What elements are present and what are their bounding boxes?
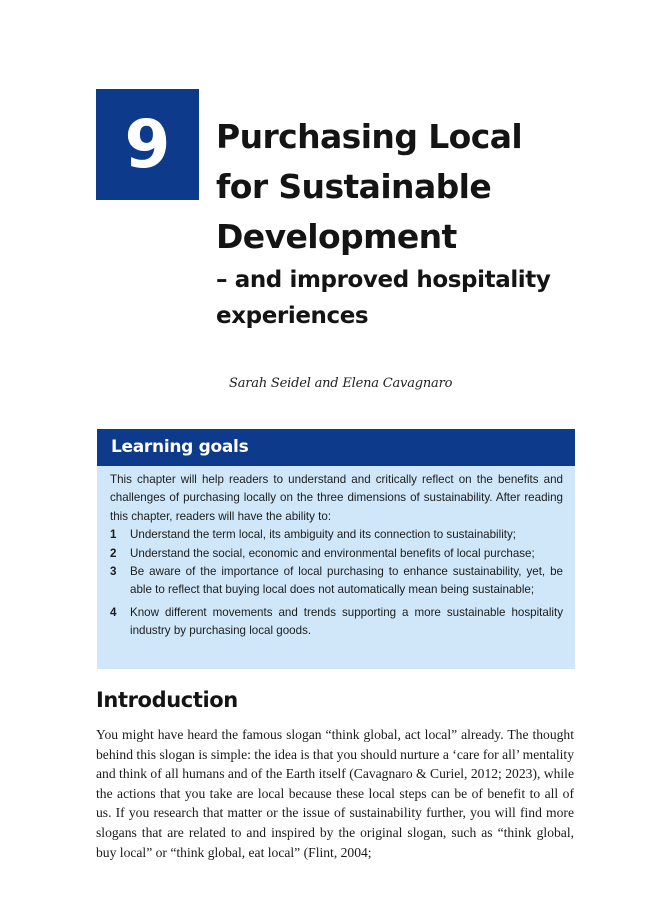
- learning-goal-text: Be aware of the importance of local purchasing to enhance sustainability, yet, be able to reflect that buying local does not automatically mean being sustainable;: [130, 565, 563, 597]
- learning-goal-item: [110, 563, 563, 600]
- chapter-title-line-3: Development: [216, 217, 457, 256]
- chapter-number: 9: [124, 105, 171, 183]
- learning-goal-number: 2: [110, 546, 117, 560]
- introduction-paragraph: You might have heard the famous slogan “think global, act local” already. The thought behind this slogan is simple: the idea is that you should nurture a ‘care for all’ mentality and think of all humans and of the Earth itself (Cavagnaro & Curiel, 2012; 2023), while the actions that you take are local because these local steps can be of benefit to all of us. If you research that matter or the issue of sustainability further, you will find more slogans that are related to and inspired by the original slogan, such as “think global, buy local” or “think global, eat local” (Flint, 2004;: [96, 727, 574, 860]
- chapter-subtitle-line-2: experiences: [216, 303, 369, 329]
- chapter-title-block: [216, 112, 636, 334]
- learning-goal-item: [110, 604, 563, 641]
- learning-goal-text: Understand the social, economic and environmental benefits of local purchase;: [130, 546, 535, 560]
- learning-goals-intro: This chapter will help readers to understand and critically reflect on the benefits and challenges of purchasing locally on the three dimensions of sustainability. After reading this chapter, readers will have the ability to:: [110, 473, 563, 523]
- learning-goals-box: [97, 429, 575, 669]
- learning-goal-number: 1: [110, 528, 117, 542]
- learning-goal-number: 4: [110, 605, 117, 619]
- learning-goal-text: Understand the term local, its ambiguity and its connection to sustainability;: [130, 528, 517, 542]
- learning-goals-list: [110, 526, 563, 640]
- learning-goals-body: [97, 466, 575, 641]
- learning-goal-item: [110, 545, 563, 563]
- learning-goal-text: Know different movements and trends supporting a more sustainable hospitality industry by purchasing local goods.: [130, 605, 563, 638]
- chapter-title-line-2: for Sustainable: [216, 167, 492, 206]
- chapter-authors: Sarah Seidel and Elena Cavagnaro: [229, 376, 453, 391]
- chapter-title-line-1: Purchasing Local: [216, 117, 523, 156]
- learning-goal-number: 3: [110, 565, 117, 579]
- introduction-heading: Introduction: [96, 688, 238, 712]
- learning-goal-item: [110, 526, 563, 544]
- chapter-subtitle-line-1: – and improved hospitality: [216, 267, 551, 293]
- learning-goals-heading: Learning goals: [97, 429, 575, 466]
- chapter-number-box: [96, 89, 199, 200]
